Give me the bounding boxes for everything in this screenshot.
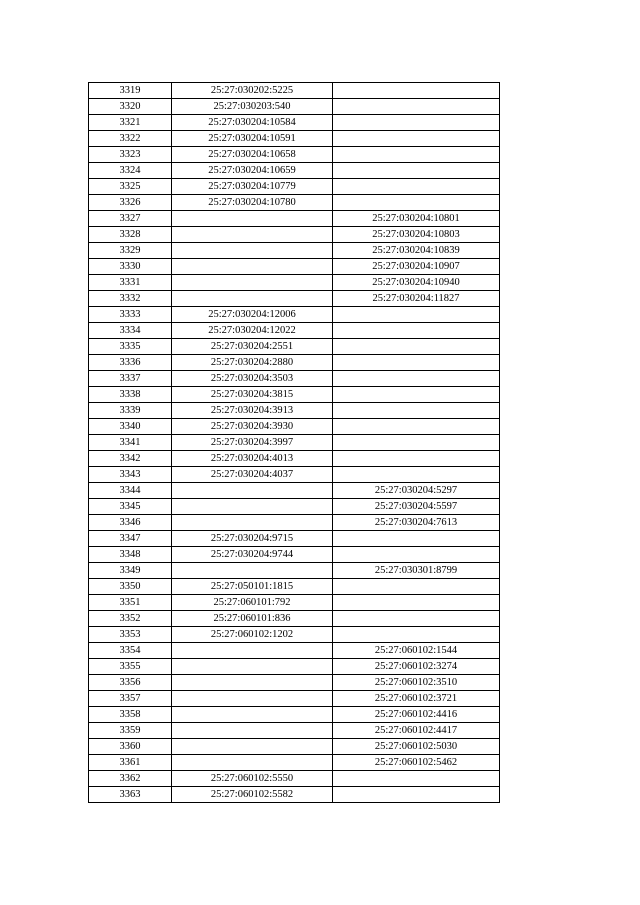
row-number-cell: 3346 (89, 515, 172, 531)
row-number-cell: 3363 (89, 787, 172, 803)
table-row (89, 755, 500, 771)
cadastral-number-cell-right (333, 179, 500, 195)
cadastral-number-cell-left: 25:27:030204:10591 (172, 131, 333, 147)
cadastral-number-cell-left (172, 499, 333, 515)
cadastral-number-cell-left: 25:27:030204:10658 (172, 147, 333, 163)
cadastral-number-cell-right (333, 83, 500, 99)
cadastral-number-cell-left (172, 483, 333, 499)
row-number-cell: 3331 (89, 275, 172, 291)
row-number-cell: 3337 (89, 371, 172, 387)
cadastral-number-cell-left (172, 723, 333, 739)
cadastral-number-cell-left: 25:27:030204:3997 (172, 435, 333, 451)
cadastral-number-cell-right (333, 451, 500, 467)
table-row (89, 115, 500, 131)
cadastral-number-cell-right (333, 131, 500, 147)
table-row (89, 483, 500, 499)
cadastral-number-cell-left (172, 691, 333, 707)
cadastral-number-cell-right: 25:27:030301:8799 (333, 563, 500, 579)
cadastral-number-table (88, 82, 500, 803)
cadastral-number-cell-right: 25:27:030204:5597 (333, 499, 500, 515)
cadastral-number-cell-right (333, 195, 500, 211)
cadastral-number-cell-right: 25:27:060102:3274 (333, 659, 500, 675)
cadastral-number-cell-left: 25:27:030204:3815 (172, 387, 333, 403)
cadastral-number-cell-right (333, 147, 500, 163)
cadastral-number-cell-right (333, 371, 500, 387)
row-number-cell: 3357 (89, 691, 172, 707)
cadastral-number-cell-left: 25:27:060101:792 (172, 595, 333, 611)
table-row (89, 291, 500, 307)
cadastral-number-cell-left (172, 259, 333, 275)
cadastral-number-cell-right: 25:27:030204:11827 (333, 291, 500, 307)
table-row (89, 227, 500, 243)
cadastral-number-cell-right: 25:27:060102:4417 (333, 723, 500, 739)
cadastral-number-cell-right: 25:27:030204:7613 (333, 515, 500, 531)
row-number-cell: 3322 (89, 131, 172, 147)
table-row (89, 259, 500, 275)
row-number-cell: 3361 (89, 755, 172, 771)
table-row (89, 515, 500, 531)
cadastral-number-cell-left (172, 707, 333, 723)
row-number-cell: 3339 (89, 403, 172, 419)
cadastral-number-cell-right (333, 579, 500, 595)
table-row (89, 339, 500, 355)
table-row (89, 83, 500, 99)
cadastral-number-cell-left: 25:27:030204:2551 (172, 339, 333, 355)
row-number-cell: 3359 (89, 723, 172, 739)
cadastral-number-cell-right (333, 627, 500, 643)
cadastral-number-cell-left (172, 563, 333, 579)
cadastral-number-cell-right (333, 435, 500, 451)
cadastral-number-cell-right (333, 531, 500, 547)
table-row (89, 323, 500, 339)
cadastral-number-cell-right: 25:27:030204:10907 (333, 259, 500, 275)
row-number-cell: 3348 (89, 547, 172, 563)
row-number-cell: 3328 (89, 227, 172, 243)
cadastral-number-cell-right (333, 115, 500, 131)
table-row (89, 723, 500, 739)
cadastral-number-cell-left (172, 739, 333, 755)
cadastral-number-cell-left: 25:27:050101:1815 (172, 579, 333, 595)
table-row (89, 275, 500, 291)
table-row (89, 531, 500, 547)
row-number-cell: 3353 (89, 627, 172, 643)
row-number-cell: 3321 (89, 115, 172, 131)
cadastral-number-cell-left (172, 515, 333, 531)
cadastral-number-cell-left (172, 675, 333, 691)
table-row (89, 451, 500, 467)
row-number-cell: 3323 (89, 147, 172, 163)
cadastral-number-cell-left: 25:27:030203:540 (172, 99, 333, 115)
row-number-cell: 3352 (89, 611, 172, 627)
table-row (89, 387, 500, 403)
table-row (89, 211, 500, 227)
cadastral-number-cell-right (333, 547, 500, 563)
cadastral-number-cell-right: 25:27:060102:5462 (333, 755, 500, 771)
row-number-cell: 3344 (89, 483, 172, 499)
cadastral-number-cell-left (172, 755, 333, 771)
table-row (89, 675, 500, 691)
row-number-cell: 3343 (89, 467, 172, 483)
cadastral-number-cell-left: 25:27:030204:4013 (172, 451, 333, 467)
cadastral-number-cell-right: 25:27:060102:3510 (333, 675, 500, 691)
cadastral-number-cell-left: 25:27:030204:9715 (172, 531, 333, 547)
cadastral-number-cell-left: 25:27:030204:4037 (172, 467, 333, 483)
table-row (89, 195, 500, 211)
cadastral-number-cell-right (333, 403, 500, 419)
cadastral-number-cell-right (333, 99, 500, 115)
cadastral-number-cell-right: 25:27:030204:10940 (333, 275, 500, 291)
table-row (89, 707, 500, 723)
row-number-cell: 3342 (89, 451, 172, 467)
row-number-cell: 3320 (89, 99, 172, 115)
cadastral-number-cell-left (172, 275, 333, 291)
row-number-cell: 3329 (89, 243, 172, 259)
row-number-cell: 3347 (89, 531, 172, 547)
cadastral-number-cell-left (172, 659, 333, 675)
cadastral-number-cell-left: 25:27:030204:3503 (172, 371, 333, 387)
cadastral-number-cell-right: 25:27:060102:1544 (333, 643, 500, 659)
table-body (89, 83, 500, 803)
table-row (89, 355, 500, 371)
cadastral-number-cell-left: 25:27:030204:10780 (172, 195, 333, 211)
table-row (89, 371, 500, 387)
cadastral-number-cell-right: 25:27:030204:10803 (333, 227, 500, 243)
cadastral-number-cell-right (333, 771, 500, 787)
cadastral-number-cell-right (333, 163, 500, 179)
row-number-cell: 3326 (89, 195, 172, 211)
cadastral-number-cell-left: 25:27:030204:12022 (172, 323, 333, 339)
cadastral-number-cell-left: 25:27:030204:10779 (172, 179, 333, 195)
table-row (89, 403, 500, 419)
table-row (89, 499, 500, 515)
cadastral-number-cell-right: 25:27:060102:3721 (333, 691, 500, 707)
row-number-cell: 3341 (89, 435, 172, 451)
row-number-cell: 3319 (89, 83, 172, 99)
cadastral-number-cell-left: 25:27:030204:2880 (172, 355, 333, 371)
table-row (89, 147, 500, 163)
table-row (89, 243, 500, 259)
cadastral-number-cell-right (333, 323, 500, 339)
cadastral-number-cell-right: 25:27:030204:5297 (333, 483, 500, 499)
cadastral-number-cell-right: 25:27:030204:10839 (333, 243, 500, 259)
cadastral-number-cell-left: 25:27:060101:836 (172, 611, 333, 627)
cadastral-number-cell-left: 25:27:030204:9744 (172, 547, 333, 563)
cadastral-number-cell-left (172, 643, 333, 659)
table-row (89, 691, 500, 707)
row-number-cell: 3335 (89, 339, 172, 355)
cadastral-number-cell-left: 25:27:060102:1202 (172, 627, 333, 643)
cadastral-number-cell-right: 25:27:030204:10801 (333, 211, 500, 227)
row-number-cell: 3349 (89, 563, 172, 579)
row-number-cell: 3355 (89, 659, 172, 675)
row-number-cell: 3330 (89, 259, 172, 275)
row-number-cell: 3325 (89, 179, 172, 195)
cadastral-number-cell-right (333, 387, 500, 403)
table-row (89, 787, 500, 803)
row-number-cell: 3334 (89, 323, 172, 339)
cadastral-number-cell-left: 25:27:060102:5582 (172, 787, 333, 803)
cadastral-number-cell-left: 25:27:030204:3913 (172, 403, 333, 419)
row-number-cell: 3360 (89, 739, 172, 755)
row-number-cell: 3350 (89, 579, 172, 595)
row-number-cell: 3351 (89, 595, 172, 611)
cadastral-number-cell-right (333, 787, 500, 803)
cadastral-number-cell-right (333, 611, 500, 627)
row-number-cell: 3332 (89, 291, 172, 307)
row-number-cell: 3336 (89, 355, 172, 371)
table-row (89, 611, 500, 627)
cadastral-number-cell-left: 25:27:030202:5225 (172, 83, 333, 99)
cadastral-number-cell-right (333, 339, 500, 355)
table-row (89, 771, 500, 787)
table-row (89, 419, 500, 435)
row-number-cell: 3362 (89, 771, 172, 787)
row-number-cell: 3358 (89, 707, 172, 723)
table-row (89, 307, 500, 323)
table-row (89, 579, 500, 595)
row-number-cell: 3354 (89, 643, 172, 659)
cadastral-number-cell-left (172, 243, 333, 259)
row-number-cell: 3333 (89, 307, 172, 323)
row-number-cell: 3324 (89, 163, 172, 179)
table-row (89, 163, 500, 179)
cadastral-number-cell-left (172, 211, 333, 227)
cadastral-number-cell-left: 25:27:030204:12006 (172, 307, 333, 323)
cadastral-number-cell-left: 25:27:030204:3930 (172, 419, 333, 435)
cadastral-number-cell-right (333, 355, 500, 371)
cadastral-number-cell-right (333, 595, 500, 611)
table-row (89, 99, 500, 115)
table-row (89, 739, 500, 755)
table-row (89, 563, 500, 579)
row-number-cell: 3356 (89, 675, 172, 691)
cadastral-number-cell-left (172, 227, 333, 243)
cadastral-number-cell-right (333, 419, 500, 435)
row-number-cell: 3345 (89, 499, 172, 515)
cadastral-number-cell-left: 25:27:030204:10659 (172, 163, 333, 179)
table-row (89, 643, 500, 659)
table-row (89, 659, 500, 675)
cadastral-number-cell-left: 25:27:060102:5550 (172, 771, 333, 787)
table-row (89, 179, 500, 195)
cadastral-number-cell-left: 25:27:030204:10584 (172, 115, 333, 131)
cadastral-number-cell-right: 25:27:060102:5030 (333, 739, 500, 755)
cadastral-number-cell-right (333, 467, 500, 483)
row-number-cell: 3327 (89, 211, 172, 227)
table-row (89, 467, 500, 483)
cadastral-number-cell-left (172, 291, 333, 307)
table-row (89, 131, 500, 147)
table-row (89, 595, 500, 611)
cadastral-number-cell-right (333, 307, 500, 323)
row-number-cell: 3340 (89, 419, 172, 435)
table-row (89, 435, 500, 451)
table-row (89, 547, 500, 563)
cadastral-number-cell-right: 25:27:060102:4416 (333, 707, 500, 723)
table-row (89, 627, 500, 643)
row-number-cell: 3338 (89, 387, 172, 403)
